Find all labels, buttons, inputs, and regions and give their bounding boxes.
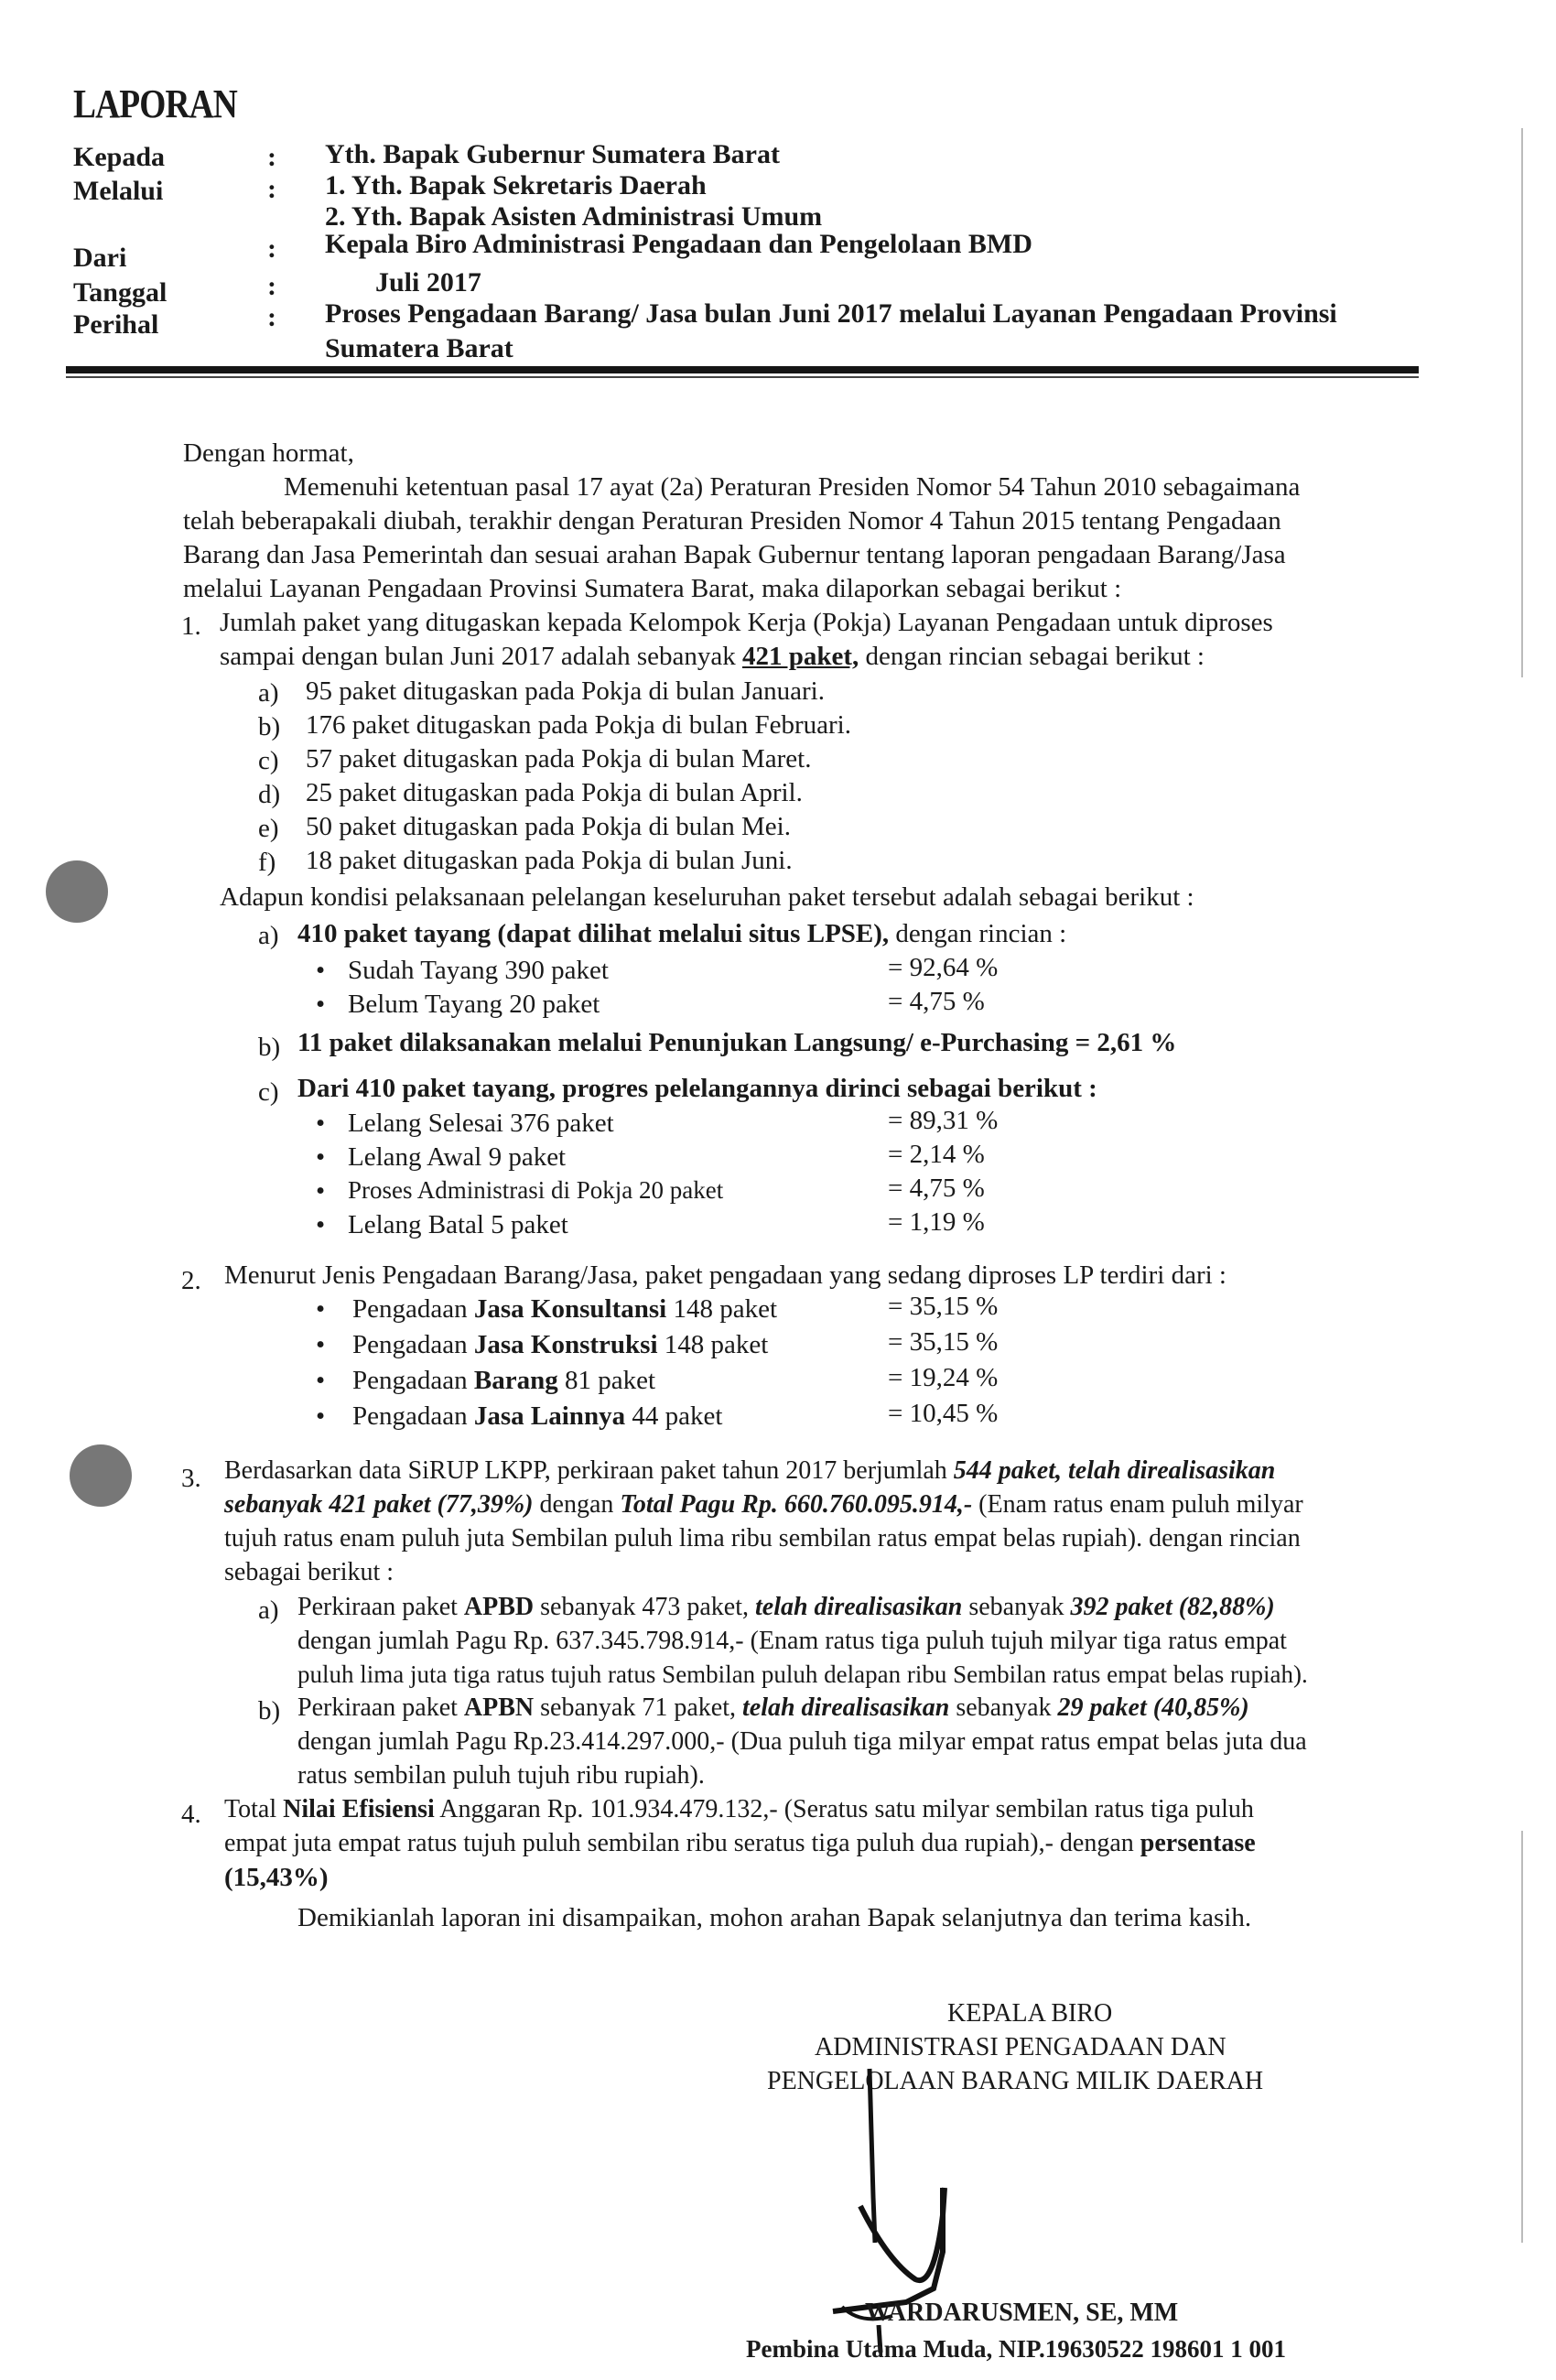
melalui-label: Melalui [73, 176, 164, 206]
procurement-type: Pengadaan Jasa Konsultansi 148 paket [352, 1294, 778, 1324]
bullet-icon: • [316, 1210, 326, 1239]
bullet-label: Lelang Awal 9 paket [348, 1142, 567, 1172]
item3-b-line-3: ratus sembilan puluh tujuh ribu rupiah). [297, 1761, 705, 1790]
perihal-label: Perihal [73, 309, 159, 340]
bullet-pct: = 92,64 % [888, 953, 999, 982]
item3-a-line-1: Perkiraan paket APBD sebanyak 473 paket, telah direalisasikan sebanyak 392 paket (82,88%) [297, 1593, 1275, 1621]
item3-b-line-1: Perkiraan paket APBN sebanyak 71 paket, telah direalisasikan sebanyak 29 paket (40,85%) [297, 1693, 1249, 1722]
intro-line-1: Memenuhi ketentuan pasal 17 ayat (2a) Peraturan Presiden Nomor 54 Tahun 2010 sebagaimana [284, 472, 1301, 502]
bullet-label: Belum Tayang 20 paket [348, 990, 600, 1019]
perihal-colon: : [267, 302, 276, 332]
bullet-label: Sudah Tayang 390 paket [348, 956, 609, 985]
signatory-name: WARDARUSMEN, SE, MM [865, 2299, 1179, 2327]
signature-title-3: PENGELOLAAN BARANG MILIK DAERAH [767, 2067, 1264, 2095]
item1-line-2: sampai dengan bulan Juni 2017 adalah sebanyak 421 paket, dengan rincian sebagai berikut : [220, 642, 1205, 671]
dari-value: Kepala Biro Administrasi Pengadaan dan Pengelolaan BMD [325, 229, 1032, 259]
sub-b-letter: b) [258, 1033, 281, 1062]
total-paket: 421 paket, [741, 642, 859, 671]
bullet-icon: • [316, 1401, 326, 1431]
bullet-pct: = 10,45 % [888, 1399, 999, 1428]
bullet-label: Lelang Selesai 376 paket [348, 1109, 614, 1138]
bullet-pct: = 1,19 % [888, 1207, 985, 1237]
item3-line-4: sebagai berikut : [224, 1558, 394, 1586]
bullet-icon: • [316, 1366, 326, 1395]
bullet-pct: = 89,31 % [888, 1106, 999, 1135]
closing-line: Demikianlah laporan ini disampaikan, mohon arahan Bapak selanjutnya dan terima kasih. [297, 1903, 1252, 1932]
bullet-pct: = 4,75 % [888, 1174, 985, 1203]
sub-c-line: Dari 410 paket tayang, progres pelelangannya dirinci sebagai berikut : [297, 1074, 1097, 1103]
melalui-value-1: 1. Yth. Bapak Sekretaris Daerah [325, 170, 707, 200]
bullet-icon: • [316, 1330, 326, 1359]
perihal-value-1: Proses Pengadaan Barang/ Jasa bulan Juni 2017 melalui Layanan Pengadaan Provinsi [325, 298, 1337, 329]
bullet-pct: = 2,14 % [888, 1140, 985, 1169]
bullet-icon: • [316, 1294, 326, 1324]
procurement-type: Pengadaan Jasa Konstruksi 148 paket [352, 1330, 769, 1359]
item3-line-1: Berdasarkan data SiRUP LKPP, perkiraan paket tahun 2017 berjumlah 544 paket, telah direalisasikan [224, 1456, 1276, 1485]
page-edge-line [1521, 128, 1523, 677]
kepada-value: Yth. Bapak Gubernur Sumatera Barat [325, 139, 780, 169]
sub-c-letter: c) [258, 1077, 279, 1107]
month-letter: a) [258, 678, 279, 708]
item1-number: 1. [181, 611, 201, 641]
header-divider-thin [66, 376, 1419, 378]
bullet-pct: = 19,24 % [888, 1363, 999, 1392]
item2-line: Menurut Jenis Pengadaan Barang/Jasa, paket pengadaan yang sedang diproses LP terdiri dari : [224, 1260, 1226, 1290]
sub-a-letter: a) [258, 921, 279, 950]
bullet-icon: • [316, 956, 326, 985]
bullet-pct: = 35,15 % [888, 1327, 999, 1357]
item4-number: 4. [181, 1800, 201, 1829]
month-item: 176 paket ditugaskan pada Pokja di bulan Februari. [306, 710, 851, 740]
kepada-colon: : [267, 142, 276, 172]
tanggal-label: Tanggal [73, 277, 167, 308]
item3-a-line-3: puluh lima juta tiga ratus tujuh ratus Sembilan puluh delapan ribu Sembilan ratus empat belas rupiah). [297, 1661, 1308, 1688]
item3-line-2: sebanyak 421 paket (77,39%) dengan Total Pagu Rp. 660.760.095.914,- (Enam ratus enam puluh milyar [224, 1490, 1303, 1519]
document-title: LAPORAN [73, 81, 237, 126]
bullet-pct: = 35,15 % [888, 1292, 999, 1321]
item3-a-letter: a) [258, 1596, 279, 1625]
bullet-label: Proses Administrasi di Pokja 20 paket [348, 1176, 724, 1204]
procurement-type: Pengadaan Barang 81 paket [352, 1366, 656, 1395]
signatory-rank: Pembina Utama Muda, NIP.19630522 198601 1 001 [746, 2335, 1287, 2363]
intro-line-3: Barang dan Jasa Pemerintah dan sesuai arahan Bapak Gubernur tentang laporan pengadaan Barang/Jasa [183, 540, 1286, 569]
bullet-icon: • [316, 990, 326, 1019]
month-item: 18 paket ditugaskan pada Pokja di bulan Juni. [306, 846, 793, 875]
procurement-type: Pengadaan Jasa Lainnya 44 paket [352, 1401, 723, 1431]
item4-line-3: (15,43%) [224, 1863, 329, 1892]
month-item: 25 paket ditugaskan pada Pokja di bulan April. [306, 778, 803, 807]
kepada-label: Kepada [73, 142, 166, 172]
bullet-pct: = 4,75 % [888, 987, 985, 1016]
dari-colon: : [267, 233, 276, 264]
header-divider [66, 366, 1419, 373]
month-letter: e) [258, 814, 279, 843]
item4-line-2: empat juta empat ratus tujuh puluh sembilan ribu seratus tiga puluh dua rupiah),- dengan persentase [224, 1829, 1256, 1857]
month-letter: f) [258, 848, 276, 877]
perihal-value-2: Sumatera Barat [325, 333, 513, 363]
dari-label: Dari [73, 243, 127, 273]
kondisi-line: Adapun kondisi pelaksanaan pelelangan keseluruhan paket tersebut adalah sebagai berikut : [220, 882, 1194, 912]
month-letter: b) [258, 712, 281, 741]
tanggal-value: Juli 2017 [375, 267, 481, 298]
tanggal-colon: : [267, 271, 276, 301]
item2-number: 2. [181, 1266, 201, 1295]
item3-line-3: tujuh ratus enam puluh juta Sembilan puluh lima ribu sembilan ratus empat belas rupiah). dengan rincian [224, 1524, 1301, 1552]
item1-line-1: Jumlah paket yang ditugaskan kepada Kelompok Kerja (Pokja) Layanan Pengadaan untuk diproses [220, 608, 1273, 637]
bullet-label: Lelang Batal 5 paket [348, 1210, 568, 1239]
month-item: 57 paket ditugaskan pada Pokja di bulan Maret. [306, 744, 812, 774]
bullet-icon: • [316, 1109, 326, 1138]
item3-b-line-2: dengan jumlah Pagu Rp.23.414.297.000,- (Dua puluh tiga milyar empat ratus empat belas juta dua [297, 1727, 1307, 1756]
item3-a-line-2: dengan jumlah Pagu Rp. 637.345.798.914,- (Enam ratus tiga puluh tujuh milyar tiga ratus empat [297, 1627, 1287, 1655]
sub-a-line: 410 paket tayang (dapat dilihat melalui situs LPSE), dengan rincian : [297, 919, 1067, 948]
melalui-colon: : [267, 174, 276, 204]
month-letter: c) [258, 746, 279, 775]
bullet-icon: • [316, 1176, 326, 1206]
intro-line-4: melalui Layanan Pengadaan Provinsi Sumatera Barat, maka dilaporkan sebagai berikut : [183, 574, 1122, 603]
signature-title-2: ADMINISTRASI PENGADAAN DAN [815, 2033, 1226, 2061]
month-item: 50 paket ditugaskan pada Pokja di bulan Mei. [306, 812, 791, 841]
month-letter: d) [258, 780, 281, 809]
binder-hole-top [46, 860, 108, 923]
item3-number: 3. [181, 1464, 201, 1493]
page-edge-line-2 [1521, 1831, 1523, 2243]
intro-line-2: telah beberapakali diubah, terakhir dengan Peraturan Presiden Nomor 4 Tahun 2015 tentang Pengadaan [183, 506, 1281, 536]
item4-line-1: Total Nilai Efisiensi Anggaran Rp. 101.934.479.132,- (Seratus satu milyar sembilan ratus tiga puluh [224, 1795, 1254, 1823]
salutation: Dengan hormat, [183, 438, 354, 468]
melalui-value-2: 2. Yth. Bapak Asisten Administrasi Umum [325, 201, 823, 232]
bullet-icon: • [316, 1142, 326, 1172]
item3-b-letter: b) [258, 1696, 281, 1726]
signature-title-1: KEPALA BIRO [947, 1999, 1113, 2028]
binder-hole-bottom [70, 1444, 132, 1507]
month-item: 95 paket ditugaskan pada Pokja di bulan Januari. [306, 676, 825, 706]
sub-b-line: 11 paket dilaksanakan melalui Penunjukan Langsung/ e-Purchasing = 2,61 % [297, 1028, 1177, 1057]
